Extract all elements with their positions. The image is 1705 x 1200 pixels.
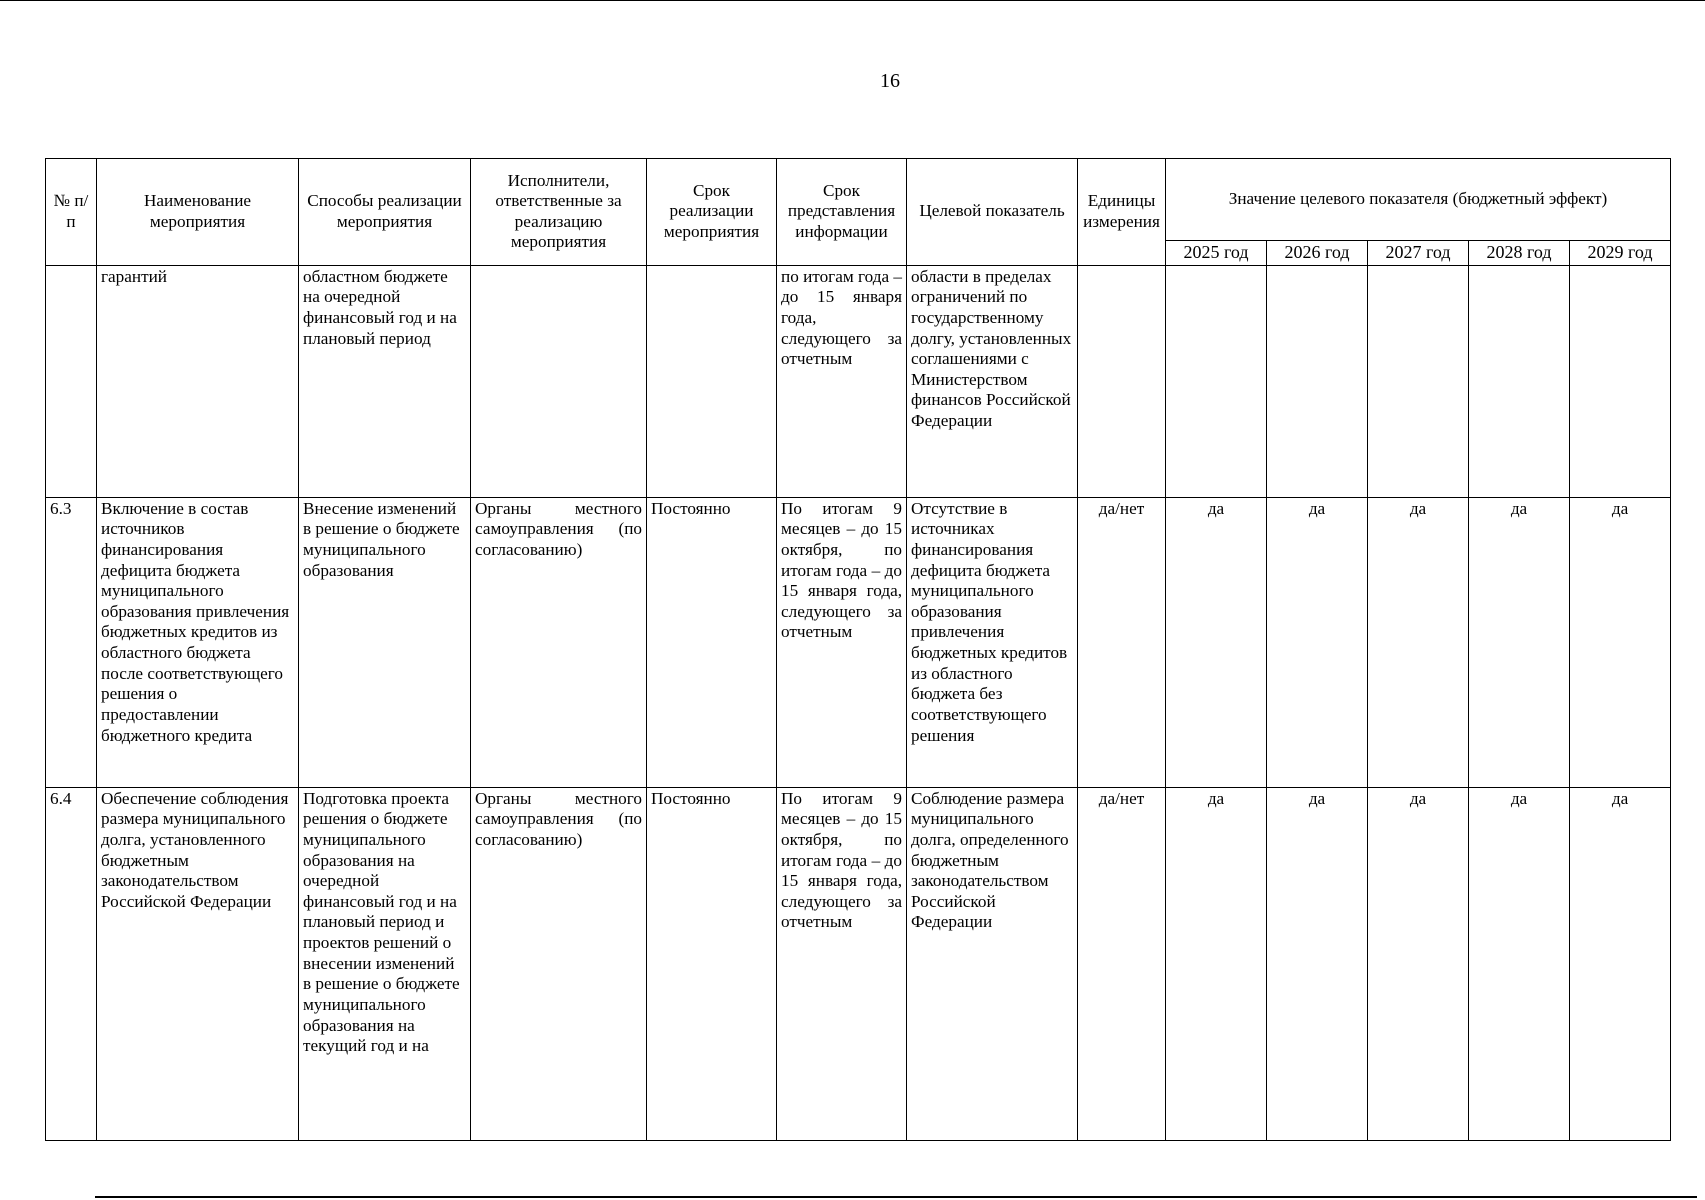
- cell-value: [1166, 265, 1267, 497]
- cell-value: да: [1368, 787, 1469, 1140]
- page-number: 16: [880, 70, 900, 92]
- cell-num: 6.4: [46, 787, 97, 1140]
- cell-value: да: [1267, 787, 1368, 1140]
- col-header-name: Наименование мероприятия: [97, 159, 299, 266]
- cell-value: [1368, 265, 1469, 497]
- cell-term: Постоянно: [647, 787, 777, 1140]
- cell-indicator: области в пределах ограничений по государственному долгу, установленных соглашениями с Министерством финансов Российской Федерации: [907, 265, 1078, 497]
- col-header-value-group: Значение целевого показателя (бюджетный эффект): [1166, 159, 1671, 241]
- cell-name: Включение в состав источников финансирования дефицита бюджета муниципального образования привлечения бюджетных кредитов из областного бюджета после соответствующего решения о предоставлении бюджетного кредита: [97, 497, 299, 787]
- cell-term: [647, 265, 777, 497]
- top-edge-rule: [0, 0, 1705, 1]
- cell-value: да: [1166, 497, 1267, 787]
- col-header-term: Срок реализации мероприятия: [647, 159, 777, 266]
- col-header-year: 2027 год: [1368, 241, 1469, 266]
- col-header-year: 2029 год: [1570, 241, 1671, 266]
- cell-value: [1267, 265, 1368, 497]
- cell-report: по итогам года – до 15 января года, следующего за отчетным: [777, 265, 907, 497]
- cell-report: По итогам 9 месяцев – до 15 октября, по итогам года – до 15 января года, следующего за отчетным: [777, 497, 907, 787]
- header-row: [46, 159, 1671, 241]
- cell-value: [1570, 265, 1671, 497]
- col-header-report: Срок представления информации: [777, 159, 907, 266]
- cell-executors: [471, 265, 647, 497]
- cell-value: да: [1368, 497, 1469, 787]
- cell-num: [46, 265, 97, 497]
- cell-value: да: [1570, 497, 1671, 787]
- cell-value: да: [1469, 497, 1570, 787]
- col-header-unit: Единицы измерения: [1078, 159, 1166, 266]
- cell-indicator: Соблюдение размера муниципального долга, определенного бюджетным законодательством Российской Федерации: [907, 787, 1078, 1140]
- cell-methods: Внесение изменений в решение о бюджете муниципального образования: [299, 497, 471, 787]
- cell-methods: Подготовка проекта решения о бюджете муниципального образования на очередной финансовый год и на плановый период и проектов решений о внесении изменений в решение о бюджете муниципального образования на текущий год и на: [299, 787, 471, 1140]
- cell-value: да: [1166, 787, 1267, 1140]
- cell-unit: да/нет: [1078, 497, 1166, 787]
- table-row: [46, 497, 1671, 787]
- cell-name: гарантий: [97, 265, 299, 497]
- cell-value: да: [1469, 787, 1570, 1140]
- table-row: [46, 787, 1671, 1140]
- col-header-methods: Способы реализации мероприятия: [299, 159, 471, 266]
- cell-value: [1469, 265, 1570, 497]
- cell-term: Постоянно: [647, 497, 777, 787]
- cell-unit: [1078, 265, 1166, 497]
- cell-report: По итогам 9 месяцев – до 15 октября, по итогам года – до 15 января года, следующего за отчетным: [777, 787, 907, 1140]
- cell-value: да: [1267, 497, 1368, 787]
- cell-num: 6.3: [46, 497, 97, 787]
- col-header-year: 2025 год: [1166, 241, 1267, 266]
- cell-unit: да/нет: [1078, 787, 1166, 1140]
- table-row: [46, 265, 1671, 497]
- col-header-indicator: Целевой показатель: [907, 159, 1078, 266]
- measures-table: [45, 158, 1671, 1141]
- bottom-edge-rule: [95, 1196, 1697, 1198]
- cell-indicator: Отсутствие в источниках финансирования дефицита бюджета муниципального образования привлечения бюджетных кредитов из областного бюджета без соответствующего решения: [907, 497, 1078, 787]
- col-header-year: 2028 год: [1469, 241, 1570, 266]
- col-header-year: 2026 год: [1267, 241, 1368, 266]
- cell-value: да: [1570, 787, 1671, 1140]
- col-header-executors: Исполнители, ответственные за реализацию мероприятия: [471, 159, 647, 266]
- cell-executors: Органы местного самоуправления (по согласованию): [471, 787, 647, 1140]
- col-header-num: № п/п: [46, 159, 97, 266]
- cell-executors: Органы местного самоуправления (по согласованию): [471, 497, 647, 787]
- cell-name: Обеспечение соблюдения размера муниципального долга, установленного бюджетным законодательством Российской Федерации: [97, 787, 299, 1140]
- cell-methods: областном бюджете на очередной финансовый год и на плановый период: [299, 265, 471, 497]
